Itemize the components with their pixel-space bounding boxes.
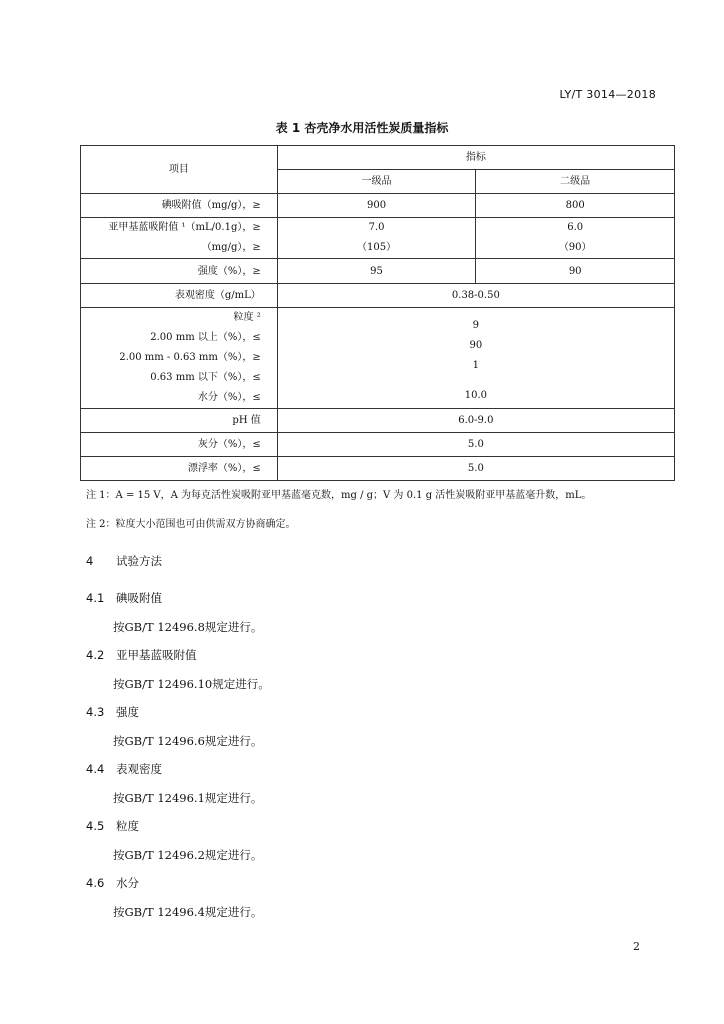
row-iodine-g1: 900 [277, 194, 476, 218]
row-float-value: 5.0 [277, 457, 674, 481]
subsection-heading: 4.3 强度 [86, 705, 139, 719]
document-code: LY/T 3014—2018 [559, 88, 656, 101]
header-grade1: 一级品 [277, 170, 476, 194]
row-density-label: 表观密度（g/mL） [81, 284, 278, 308]
section-number: 4 [86, 554, 94, 568]
row-particle-label: 粒度 ² 2.00 mm 以上（%），≤ 2.00 mm - 0.63 mm（%），≥ 0.63 mm 以下（%），≤ 水分（%），≤ [81, 308, 278, 409]
section-title: 试验方法 [116, 554, 162, 568]
row-density-value: 0.38-0.50 [277, 284, 674, 308]
row-iodine-label: 碘吸附值（mg/g），≥ [81, 194, 278, 218]
row-strength-label: 强度（%），≥ [81, 259, 278, 284]
row-ash-label: 灰分（%），≤ [81, 433, 278, 457]
subsection-text: 按GB/T 12496.10规定进行。 [113, 677, 270, 691]
header-item: 项目 [81, 146, 278, 194]
page-number: 2 [633, 940, 640, 953]
subsection-text: 按GB/T 12496.2规定进行。 [113, 848, 263, 862]
row-ph-label: pH 值 [81, 409, 278, 433]
row-float-label: 漂浮率（%），≤ [81, 457, 278, 481]
subsection-heading: 4.2 亚甲基蓝吸附值 [86, 648, 197, 662]
subsection-text: 按GB/T 12496.1规定进行。 [113, 791, 263, 805]
row-particle-values: 9 90 1 10.0 [277, 308, 674, 409]
table-caption: 表 1 杏壳净水用活性炭质量指标 [275, 121, 449, 135]
subsection-heading: 4.4 表观密度 [86, 762, 162, 776]
row-strength-g1: 95 [277, 259, 476, 284]
subsection-text: 按GB/T 12496.8规定进行。 [113, 620, 263, 634]
subsection-text: 按GB/T 12496.6规定进行。 [113, 734, 263, 748]
subsection-heading: 4.1 碘吸附值 [86, 591, 162, 605]
row-ash-value: 5.0 [277, 433, 674, 457]
section-heading [86, 553, 162, 569]
quality-index-table [80, 145, 675, 481]
subsection-text: 按GB/T 12496.4规定进行。 [113, 905, 263, 919]
note-1: 注 1：A = 15 V，A 为每克活性炭吸附亚甲基蓝毫克数，mg / g；V 为 0.1 g 活性炭吸附亚甲基蓝毫升数，mL。 [86, 490, 592, 501]
row-methylene-g1: 7.0 （105） [277, 218, 476, 259]
row-strength-g2: 90 [476, 259, 675, 284]
row-methylene-label: 亚甲基蓝吸附值 ¹（mL/0.1g），≥ （mg/g），≥ [81, 218, 278, 259]
row-iodine-g2: 800 [476, 194, 675, 218]
row-methylene-g2: 6.0 （90） [476, 218, 675, 259]
header-index: 指标 [277, 146, 674, 170]
note-2: 注 2：粒度大小范围也可由供需双方协商确定。 [86, 519, 296, 530]
row-ph-value: 6.0-9.0 [277, 409, 674, 433]
subsection-heading: 4.6 水分 [86, 876, 139, 890]
subsection-heading: 4.5 粒度 [86, 819, 139, 833]
header-grade2: 二级品 [476, 170, 675, 194]
